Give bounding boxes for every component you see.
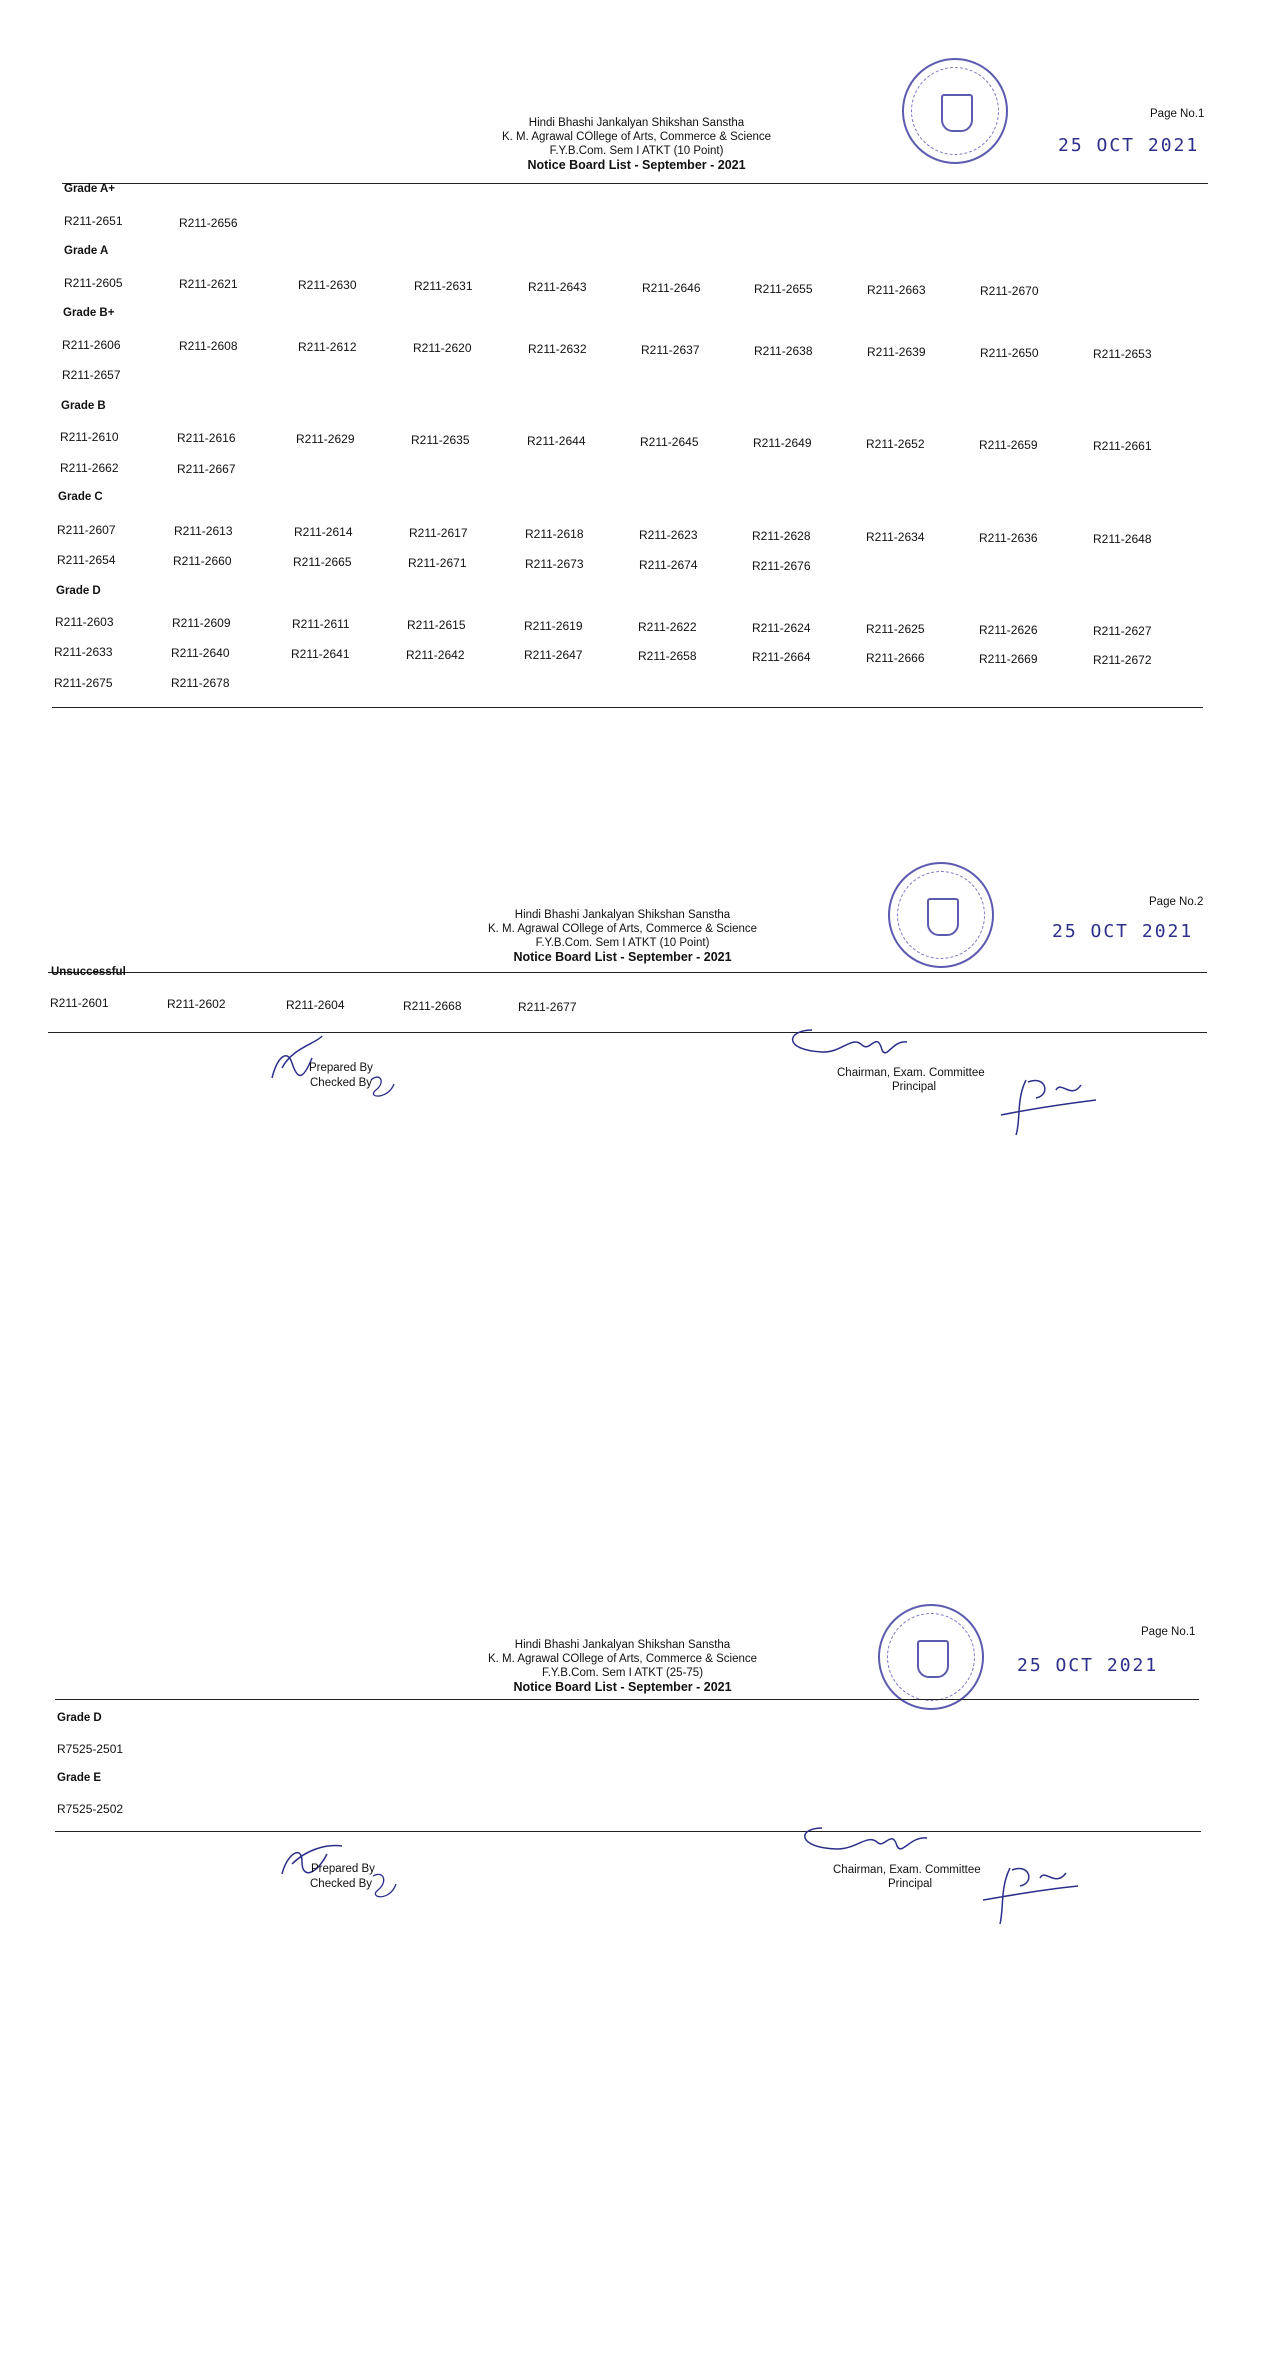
seat-number: R211-2609	[172, 616, 231, 630]
seat-number: R211-2601	[50, 996, 109, 1010]
seat-number: R211-2618	[525, 527, 584, 541]
seat-number: R211-2616	[177, 431, 236, 445]
header-rule	[55, 1699, 1199, 1700]
notice-title: Notice Board List - September - 2021	[527, 158, 746, 172]
principal-signature-icon	[996, 1070, 1106, 1140]
seat-number: R211-2656	[179, 216, 238, 230]
seat-number: R211-2675	[54, 676, 113, 690]
grade-heading: Grade C	[58, 491, 103, 503]
page-number: Page No.2	[1149, 896, 1204, 908]
college-name: K. M. Agrawal COllege of Arts, Commerce & Science	[501, 131, 772, 143]
seat-number: R211-2620	[413, 341, 472, 355]
seat-number: R211-2630	[298, 278, 357, 292]
seat-number: R211-2645	[640, 435, 699, 449]
seat-number: R211-2659	[979, 438, 1038, 452]
seat-number: R211-2677	[518, 1000, 577, 1014]
prepared-by-label: Prepared By	[311, 1863, 375, 1875]
seat-number: R211-2612	[298, 340, 357, 354]
seat-number: R211-2633	[54, 645, 113, 659]
seat-number: R211-2610	[60, 430, 119, 444]
seat-number: R211-2671	[408, 556, 467, 570]
grade-heading: Grade B+	[63, 307, 115, 319]
seat-number: R211-2649	[753, 436, 812, 450]
seat-number: R211-2622	[638, 620, 697, 634]
seat-number: R211-2603	[55, 615, 114, 629]
seat-number: R211-2648	[1093, 532, 1152, 546]
seat-number: R211-2676	[752, 559, 811, 573]
prepared-by-label: Prepared By	[309, 1062, 373, 1074]
seat-number: R211-2673	[525, 557, 584, 571]
seat-number: R211-2629	[296, 432, 355, 446]
exam-title: F.Y.B.Com. Sem I ATKT (25-75)	[541, 1667, 704, 1679]
seat-number: R211-2670	[980, 284, 1039, 298]
seat-number: R211-2619	[524, 619, 583, 633]
header-rule	[48, 972, 1207, 973]
seat-number: R211-2661	[1093, 439, 1152, 453]
seat-number: R211-2662	[60, 461, 119, 475]
college-name: K. M. Agrawal COllege of Arts, Commerce & Science	[487, 1653, 758, 1665]
seat-number: R211-2644	[527, 434, 586, 448]
notice-title: Notice Board List - September - 2021	[513, 1680, 732, 1694]
prepared-by-signature-icon	[272, 1834, 352, 1884]
grade-heading: Grade D	[57, 1712, 102, 1724]
seat-number: R211-2647	[524, 648, 583, 662]
seat-number: R211-2665	[293, 555, 352, 569]
seat-number: R211-2672	[1093, 653, 1152, 667]
seat-number: R211-2606	[62, 338, 121, 352]
grade-heading: Grade B	[61, 400, 106, 412]
seat-number: R211-2663	[867, 283, 926, 297]
seat-number: R211-2637	[641, 343, 700, 357]
seat-number: R211-2655	[754, 282, 813, 296]
seat-number: R211-2654	[57, 553, 116, 567]
date-stamp: 25 OCT 2021	[1052, 921, 1194, 942]
footer-rule	[48, 1032, 1207, 1033]
institution-name: Hindi Bhashi Jankalyan Shikshan Sanstha	[514, 909, 731, 921]
seat-number: R211-2627	[1093, 624, 1152, 638]
seat-number: R211-2604	[286, 998, 345, 1012]
checked-by-label: Checked By	[310, 1077, 373, 1089]
seat-number: R7525-2502	[57, 1802, 124, 1816]
date-stamp: 25 OCT 2021	[1017, 1655, 1159, 1676]
seat-number: R211-2623	[639, 528, 698, 542]
grade-heading: Grade E	[57, 1772, 102, 1784]
seat-number: R211-2607	[57, 523, 116, 537]
seat-number: R211-2635	[411, 433, 470, 447]
seat-number: R211-2666	[866, 651, 925, 665]
seat-number: R211-2605	[64, 276, 123, 290]
institution-name: Hindi Bhashi Jankalyan Shikshan Sanstha	[528, 117, 745, 129]
checked-by-signature-icon	[368, 1070, 398, 1104]
seat-number: R211-2628	[752, 529, 811, 543]
seat-number: R211-2625	[866, 622, 925, 636]
seat-number: R211-2613	[174, 524, 233, 538]
seat-number: R211-2643	[528, 280, 587, 294]
seat-number: R211-2674	[639, 558, 698, 572]
grade-heading: Grade A+	[64, 183, 116, 195]
seat-number: R211-2614	[294, 525, 353, 539]
checked-by-signature-icon	[370, 1868, 400, 1906]
page-number: Page No.1	[1141, 1626, 1196, 1638]
checked-by-label: Checked By	[310, 1878, 373, 1890]
exam-title: F.Y.B.Com. Sem I ATKT (10 Point)	[549, 145, 724, 157]
seat-number: R211-2634	[866, 530, 925, 544]
chairman-signature-icon	[782, 1020, 922, 1070]
seat-number: R211-2660	[173, 554, 232, 568]
seat-number: R211-2642	[406, 648, 465, 662]
chairman-label: Chairman, Exam. Committee	[833, 1864, 981, 1876]
seat-number: R211-2631	[414, 279, 473, 293]
seat-number: R211-2624	[752, 621, 811, 635]
seat-number: R211-2611	[292, 617, 350, 631]
seat-number: R211-2641	[291, 647, 350, 661]
seat-number: R211-2658	[638, 649, 697, 663]
seat-number: R211-2669	[979, 652, 1038, 666]
seat-number: R211-2626	[979, 623, 1038, 637]
principal-label: Principal	[892, 1081, 937, 1093]
seat-number: R211-2632	[528, 342, 587, 356]
seat-number: R211-2646	[642, 281, 701, 295]
seat-number: R211-2638	[754, 344, 813, 358]
date-stamp: 25 OCT 2021	[1058, 135, 1200, 156]
header-rule	[62, 183, 1208, 184]
seat-number: R211-2657	[62, 368, 121, 382]
principal-signature-icon	[978, 1858, 1088, 1928]
footer-rule	[52, 707, 1203, 708]
seat-number: R211-2639	[867, 345, 926, 359]
seat-number: R211-2650	[980, 346, 1039, 360]
footer-rule	[55, 1831, 1201, 1832]
seat-number: R211-2615	[407, 618, 466, 632]
page-number: Page No.1	[1150, 108, 1205, 120]
seat-number: R211-2608	[179, 339, 238, 353]
chairman-signature-icon	[792, 1816, 942, 1866]
seat-number: R7525-2501	[57, 1742, 124, 1756]
notice-title: Notice Board List - September - 2021	[513, 950, 732, 964]
college-name: K. M. Agrawal COllege of Arts, Commerce & Science	[487, 923, 758, 935]
seat-number: R211-2640	[171, 646, 230, 660]
seat-number: R211-2617	[409, 526, 468, 540]
seat-number: R211-2678	[171, 676, 230, 690]
seat-number: R211-2664	[752, 650, 811, 664]
seat-number: R211-2636	[979, 531, 1038, 545]
institution-name: Hindi Bhashi Jankalyan Shikshan Sanstha	[514, 1639, 731, 1651]
seat-number: R211-2667	[177, 462, 236, 476]
seat-number: R211-2651	[64, 214, 123, 228]
chairman-label: Chairman, Exam. Committee	[837, 1067, 985, 1079]
seat-number: R211-2652	[866, 437, 925, 451]
grade-heading: Grade D	[56, 585, 101, 597]
principal-label: Principal	[888, 1878, 933, 1890]
grade-heading: Grade A	[64, 245, 109, 257]
exam-title: F.Y.B.Com. Sem I ATKT (10 Point)	[535, 937, 710, 949]
seat-number: R211-2668	[403, 999, 462, 1013]
grade-heading: Unsuccessful	[51, 966, 126, 978]
seat-number: R211-2602	[167, 997, 226, 1011]
seat-number: R211-2653	[1093, 347, 1152, 361]
seat-number: R211-2621	[179, 277, 238, 291]
